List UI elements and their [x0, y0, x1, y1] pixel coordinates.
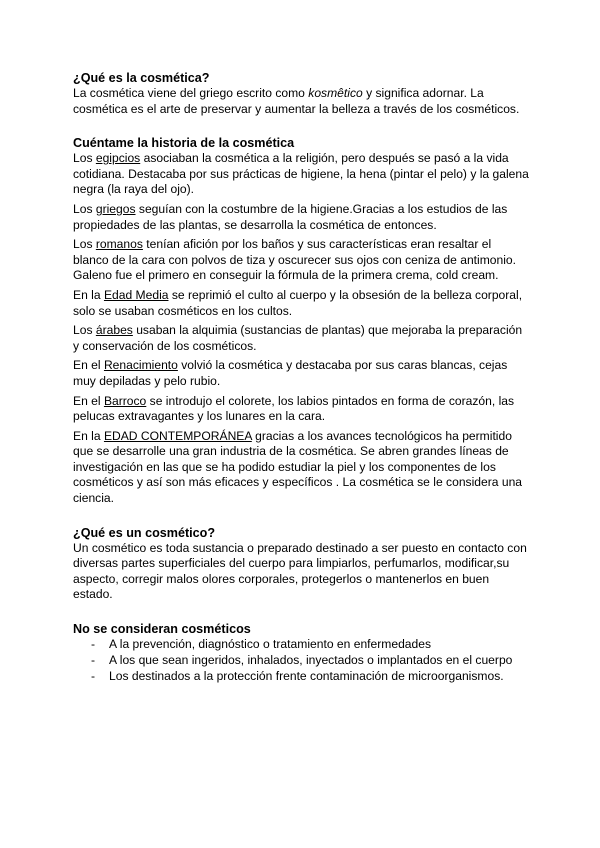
- dash-bullet: -: [91, 668, 96, 683]
- history-paragraph-barroco: En el Barroco se introdujo el colorete, los labios pintados en forma de corazón, las pelucas extravagantes y los lunares en la cara.: [73, 393, 515, 424]
- history-paragraph-edad-contemporanea: En la EDAD CONTEMPORÁNEA gracias a los avances tecnológicos ha permitido que se desarrolle una gran industria de la cosmética. Se abren grandes líneas de investigación en las que se ha podido estudiar la piel y los componentes de los cosméticos y así son más eficaces y específicos . La cosmética se le considera una ciencia.: [73, 428, 523, 506]
- dash-bullet: -: [91, 637, 96, 652]
- section-heading: No se consideran cosméticos: [73, 622, 251, 637]
- link-romanos[interactable]: romanos: [95, 237, 143, 252]
- list-item: - A los que sean ingeridos, inhalados, inyectados o implantados en el cuerpo: [91, 652, 513, 667]
- history-paragraph-romanos: Los romanos tenían afición por los baños y sus características eran resaltar el blanco de la cara con polvos de tiza y oscurecer sus ojos con ceniza de antimonio. Galeno fue el primero en conseguir la fórmula de la primera crema, cold cream.: [73, 237, 517, 283]
- history-paragraph-egipcios: Los egipcios asociaban la cosmética a la religión, pero después se pasó a la vida cotidiana. Destacaba por sus prácticas de higiene, la hena (pintar el pelo) y la galena negra (la raya del ojo).: [73, 151, 529, 197]
- link-edad-contemporanea[interactable]: EDAD CONTEMPORÁNEA: [103, 428, 252, 443]
- intro-paragraph: La cosmética viene del griego escrito como kosmêtico y significa adornar. La cosmética es el arte de preservar y aumentar la belleza a través de los cosméticos.: [73, 86, 520, 116]
- section-heading: Cuéntame la historia de la cosmética: [73, 136, 295, 151]
- link-egipcios[interactable]: egipcios: [95, 151, 141, 166]
- link-griegos[interactable]: griegos: [95, 201, 136, 216]
- link-edad-media[interactable]: Edad Media: [103, 287, 169, 302]
- link-barroco[interactable]: Barroco: [103, 393, 147, 408]
- section-heading: ¿Qué es la cosmética?: [73, 71, 210, 85]
- definition-paragraph: Un cosmético es toda sustancia o preparado destinado a ser puesto en contacto con diversas partes superficiales del cuerpo para limpiarlos, perfumarlos, modificar,su aspecto, corregir malos olores corporales, protegerlos o mantenerlos en buen estado.: [73, 540, 527, 602]
- link-arabes[interactable]: árabes: [95, 323, 133, 338]
- history-paragraph-renacimiento: En el Renacimiento volvió la cosmética y destacaba por sus caras blancas, cejas muy depiladas y pelo rubio.: [73, 358, 508, 388]
- exclusions-list: [73, 637, 530, 684]
- greek-term: kosmêtico: [308, 86, 363, 100]
- list-item: - Los destinados a la protección frente contaminación de microorganismos.: [91, 668, 504, 683]
- section-history: [73, 135, 530, 506]
- list-item: - A la prevención, diagnóstico o tratamiento en enfermedades: [91, 637, 432, 652]
- section-what-is-a-cosmetic: [73, 525, 530, 603]
- history-paragraph-edad-media: En la Edad Media se reprimió el culto al cuerpo y la obsesión de la belleza corporal, solo se usaban cosméticos en los cultos.: [73, 287, 523, 318]
- section-what-is-cosmetics: [73, 70, 530, 117]
- section-not-cosmetics: [73, 621, 530, 684]
- history-paragraph-arabes: Los árabes usaban la alquimia (sustancias de plantas) que mejoraba la preparación y conservación de los cosméticos.: [73, 323, 523, 353]
- dash-bullet: -: [91, 652, 96, 667]
- history-paragraph-griegos: Los griegos seguían con la costumbre de la higiene.Gracias a los estudios de las propiedades de las plantas, se desarrolla la cosmética de entonces.: [73, 201, 508, 232]
- section-heading: ¿Qué es un cosmético?: [73, 525, 216, 540]
- link-renacimiento[interactable]: Renacimiento: [103, 358, 178, 373]
